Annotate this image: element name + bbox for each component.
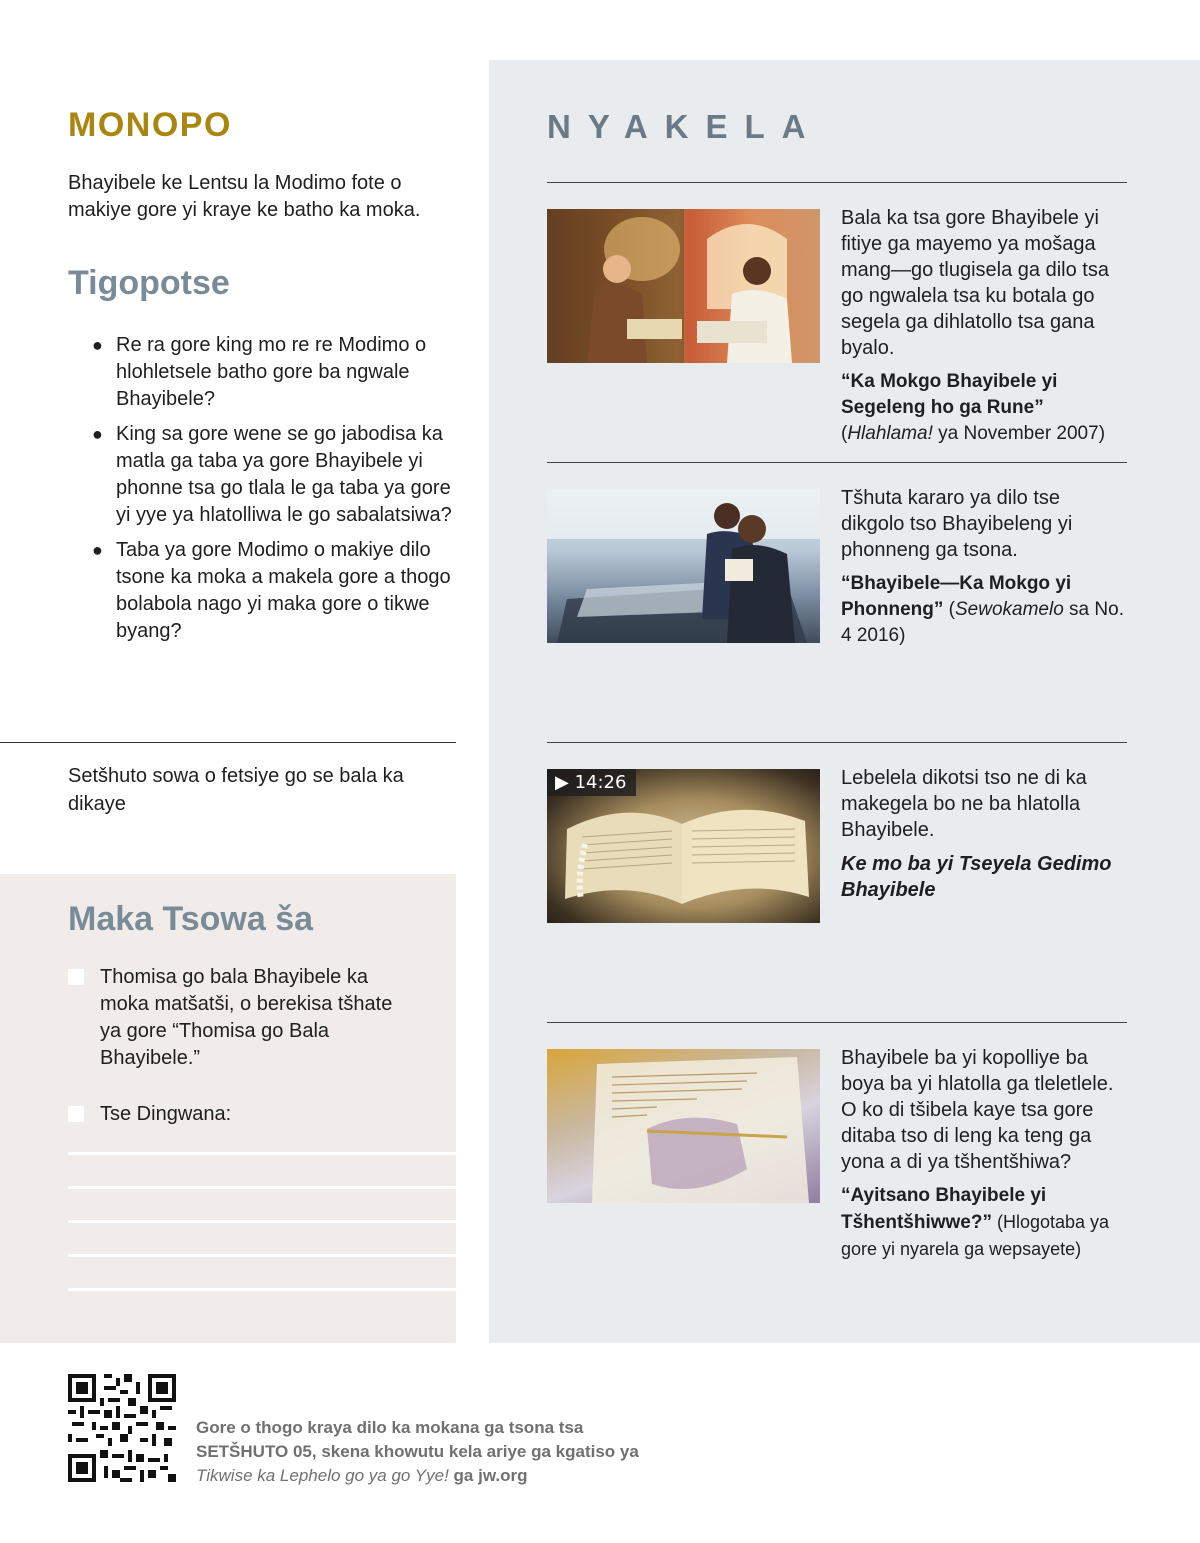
divider bbox=[0, 742, 456, 743]
manuscript-writing-illustration bbox=[547, 1049, 820, 1203]
entry-image[interactable] bbox=[547, 1049, 820, 1203]
divider bbox=[547, 1022, 1127, 1023]
checklist-item[interactable] bbox=[68, 1101, 231, 1128]
bullet-icon: ● bbox=[92, 335, 103, 355]
entry-text bbox=[841, 1045, 1126, 1263]
entry-reference[interactable] bbox=[841, 1183, 1126, 1263]
list-item bbox=[92, 537, 457, 645]
reference-punct: ( bbox=[841, 423, 848, 444]
writing-line[interactable] bbox=[68, 1220, 456, 1223]
writing-line[interactable] bbox=[68, 1186, 456, 1189]
divider bbox=[547, 182, 1127, 183]
reference-note: (Hlogotaba ya gore yi nyarela ga wepsayete) bbox=[841, 1212, 1110, 1259]
footer-text-start: Gore o thogo kraya dilo ka mokana ga tsona tsa SETŠHUTO 05, skena khowutu kela ariye ga kgatiso ya bbox=[196, 1418, 639, 1461]
entry-text bbox=[841, 205, 1126, 447]
monopo-title: MONOPO bbox=[68, 106, 232, 144]
entry-description: Tšhuta kararo ya dilo tse dikgolo tso Bhayibeleng yi phonneng ga tsona. bbox=[841, 487, 1073, 561]
checkbox[interactable] bbox=[68, 1106, 84, 1122]
monopo-text: Bhayibele ke Lentsu la Modimo fote o makiye gore yi kraye ke batho ka moka. bbox=[68, 172, 421, 221]
entry-image[interactable] bbox=[547, 209, 820, 363]
entry-description: Bhayibele ba yi kopolliye ba boya ba yi hlatolla ga tleletlele. O ko di tšibela kaye tsa gore ditaba tso di leng ka teng ga yona a di ya tšhentšhiwa? bbox=[841, 1047, 1114, 1173]
writing-line[interactable] bbox=[68, 1288, 456, 1291]
list-item-text: Taba ya gore Modimo o makiye dilo tsone ka moka a makela gore a thogo bolabola nago yi maka gore o tikwe byang? bbox=[116, 539, 451, 642]
video-thumbnail[interactable] bbox=[547, 769, 820, 923]
video-duration: 14:26 bbox=[574, 772, 627, 793]
divider bbox=[547, 742, 1127, 743]
museum-illustration bbox=[547, 489, 820, 643]
footer-text bbox=[196, 1416, 676, 1488]
publication-name: Sewokamelo bbox=[955, 599, 1064, 620]
checkbox[interactable] bbox=[68, 969, 84, 985]
setshuto-note: Setšhuto sowa o fetsiye go se bala ka dikaye bbox=[68, 765, 404, 815]
footer-text-end: ga jw.org bbox=[448, 1466, 528, 1485]
entry-text bbox=[841, 765, 1126, 903]
writing-line[interactable] bbox=[68, 1152, 456, 1155]
qr-code-icon[interactable] bbox=[68, 1374, 176, 1482]
reference-title[interactable]: “Ayitsano Bhayibele yi Tšhentšhiwwe?” bbox=[841, 1185, 1047, 1233]
checklist-label: Tse Dingwana: bbox=[100, 1103, 232, 1125]
entry-text bbox=[841, 485, 1126, 649]
scribe-illustration bbox=[547, 209, 820, 363]
list-item bbox=[92, 421, 457, 529]
bullet-icon: ● bbox=[92, 424, 103, 444]
publication-issue: sa No. 4 2016) bbox=[841, 599, 1124, 646]
video-duration-badge[interactable] bbox=[547, 769, 636, 796]
list-item-text: King sa gore wene se go jabodisa ka matla ga taba ya gore Bhayibele yi phonne tsa go tlala le ga taba ya gore yi yye ya hlatolliwa le go sabalatsiwa? bbox=[116, 423, 452, 526]
writing-line[interactable] bbox=[68, 1254, 456, 1257]
checklist-label: Thomisa go bala Bhayibele ka moka matšatši, o berekisa tšhate ya gore “Thomisa go Bala Bhayibele.” bbox=[100, 966, 393, 1069]
checklist-item[interactable] bbox=[68, 964, 398, 1072]
list-item bbox=[92, 332, 457, 413]
nyakela-title: NYAKELA bbox=[547, 108, 823, 145]
entry-reference[interactable] bbox=[841, 571, 1126, 649]
video-title[interactable]: Ke mo ba yi Tseyela Gedimo Bhayibele bbox=[841, 853, 1112, 901]
entry-description: Lebelela dikotsi tso ne di ka makegela bo ne ba hlatolla Bhayibele. bbox=[841, 767, 1087, 841]
reference-punct: ( bbox=[943, 599, 955, 620]
qr-code-graphic bbox=[68, 1374, 176, 1482]
entry-image[interactable] bbox=[547, 489, 820, 643]
list-item-text: Re ra gore king mo re re Modimo o hlohletsele batho gore ba ngwale Bhayibele? bbox=[116, 334, 427, 410]
divider bbox=[547, 462, 1127, 463]
maka-tsowa-section bbox=[0, 874, 456, 1343]
tigopotse-title: Tigopotse bbox=[68, 264, 230, 302]
entry-reference[interactable] bbox=[841, 369, 1126, 447]
entry-reference[interactable] bbox=[841, 851, 1126, 903]
bullet-icon: ● bbox=[92, 540, 103, 560]
entry-description: Bala ka tsa gore Bhayibele yi fitiye ga mayemo ya mošaga mang—go tlugisela ga dilo tsa go ngwalela tsa ku botala go segela ga dihlatollo tsa gana byalo. bbox=[841, 207, 1109, 359]
publication-issue: ya November 2007) bbox=[932, 423, 1106, 444]
tigopotse-list bbox=[92, 332, 457, 653]
play-triangle-icon: ▶ bbox=[555, 772, 575, 793]
maka-tsowa-title: Maka Tsowa ša bbox=[68, 900, 314, 938]
publication-name: Hlahlama! bbox=[847, 423, 933, 444]
footer-publication: Tikwise ka Lephelo go ya go Yye! bbox=[196, 1466, 449, 1485]
reference-title[interactable]: “Ka Mokgo Bhayibele yi Segeleng ho ga Rune” bbox=[841, 371, 1058, 418]
nyakela-section bbox=[489, 60, 1200, 1343]
reference-title[interactable]: “Bhayibele—Ka Mokgo yi Phonneng” bbox=[841, 573, 1072, 620]
